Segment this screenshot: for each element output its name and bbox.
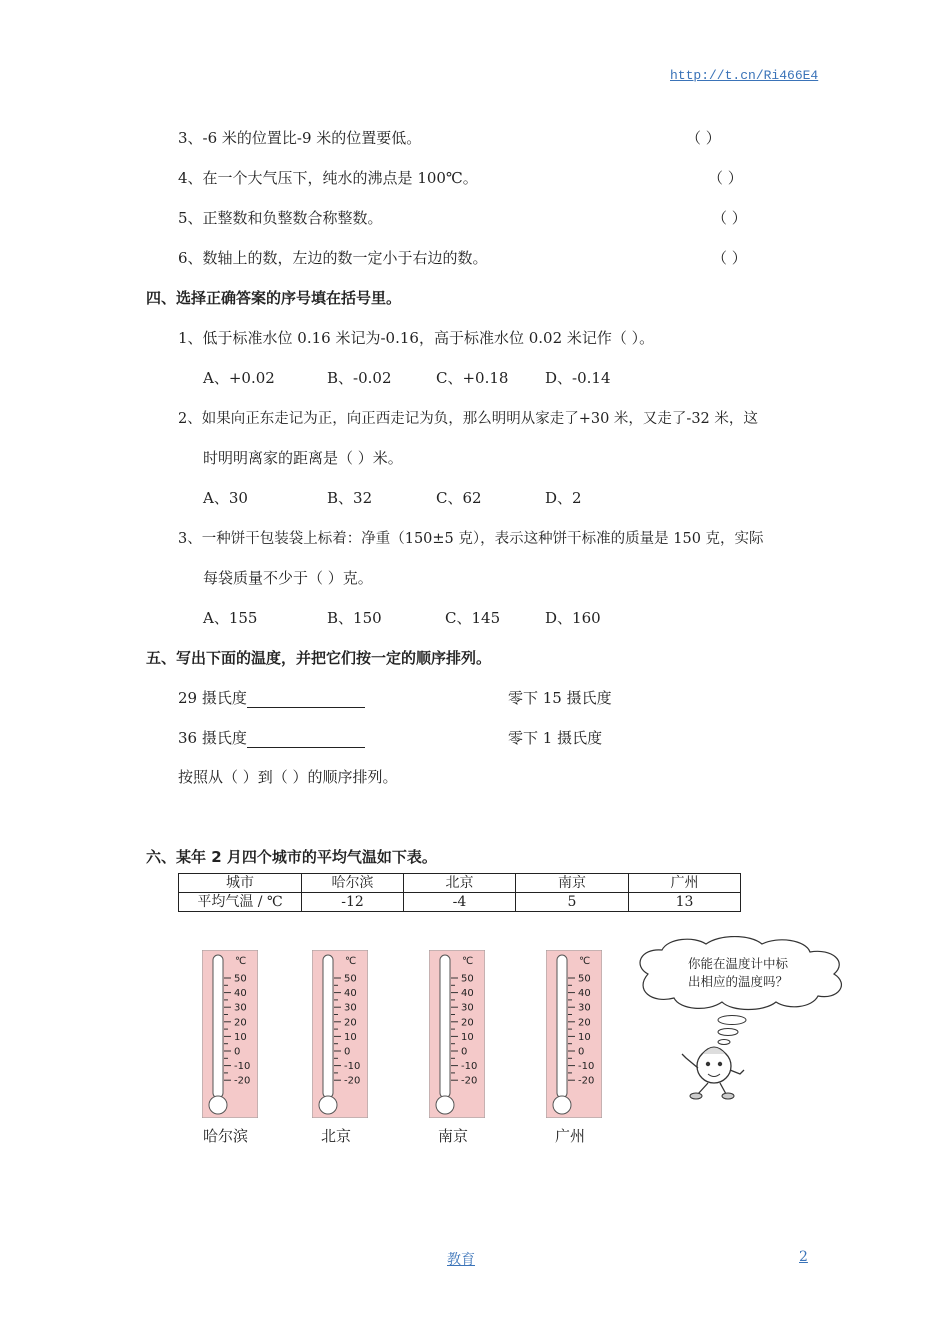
bubble-line1: 你能在温度计中标 <box>687 956 789 971</box>
temp-item-minus15: 零下 15 摄氏度 <box>508 689 612 707</box>
table-cell: -12 <box>302 893 404 912</box>
bubble-line2: 出相应的温度吗？ <box>687 974 789 989</box>
tick-label: -10 <box>461 1061 478 1073</box>
thermometer-background <box>312 950 368 1118</box>
thermometer-background <box>202 950 258 1118</box>
thermometer-unit: ℃ <box>579 956 591 967</box>
table-cell: 13 <box>629 893 741 912</box>
true-false-item-4: 4、在一个大气压下，纯水的沸点是 100℃。 <box>178 169 478 187</box>
temp-label: 29 摄氏度 <box>178 689 247 707</box>
temp-item-minus1: 零下 1 摄氏度 <box>508 729 603 747</box>
thermometer-tube <box>557 955 567 1098</box>
temperature-table <box>178 873 741 912</box>
true-false-item-5: 5、正整数和负整数合称整数。 <box>178 209 383 227</box>
city-label-nanjing: 南京 <box>438 1127 469 1145</box>
tick-label: 20 <box>578 1017 591 1029</box>
temp-item-29 <box>178 687 365 708</box>
tick-label: 30 <box>461 1002 474 1014</box>
tick-label: 10 <box>461 1031 474 1043</box>
q2-option-c: C、62 <box>436 489 482 507</box>
cartoon-kid-icon <box>682 1047 744 1099</box>
thermometer-unit: ℃ <box>235 956 247 967</box>
tick-label: 40 <box>234 988 247 1000</box>
tick-label: -20 <box>344 1075 361 1087</box>
table-cell: 北京 <box>404 874 516 893</box>
thermometer-bulb <box>319 1096 337 1114</box>
q1-option-c: C、+0.18 <box>436 369 509 387</box>
tick-label: 40 <box>461 988 474 1000</box>
section4-title: 四、选择正确答案的序号填在括号里。 <box>146 289 402 307</box>
tick-label: 40 <box>344 988 357 1000</box>
tick-label: 50 <box>344 973 357 985</box>
tick-label: -20 <box>578 1075 595 1087</box>
section6-title: 六、某年 2 月四个城市的平均气温如下表。 <box>146 848 437 866</box>
tick-label: 50 <box>461 973 474 985</box>
tick-label: 0 <box>344 1046 351 1058</box>
thermometer-bulb <box>553 1096 571 1114</box>
tick-label: 0 <box>234 1046 241 1058</box>
thermometer-北京[interactable] <box>312 950 368 1118</box>
tick-label: 0 <box>461 1046 468 1058</box>
table-cell: 城市 <box>179 874 302 893</box>
table-cell: 广州 <box>629 874 741 893</box>
thermometer-unit: ℃ <box>345 956 357 967</box>
q3-option-c: C、145 <box>445 609 501 627</box>
choice-q1: 1、低于标准水位 0.16 米记为-0.16，高于标准水位 0.02 米记作（ ）。 <box>178 329 655 347</box>
q1-option-b: B、-0.02 <box>327 369 392 387</box>
header-url-link[interactable]: http://t.cn/Ri466E4 <box>670 68 819 83</box>
bubble-dot <box>718 1016 746 1025</box>
order-sentence: 按照从（ ）到（ ）的顺序排列。 <box>178 768 398 786</box>
answer-blank[interactable] <box>247 691 365 708</box>
table-cell: 平均气温 / ℃ <box>179 893 302 912</box>
thermometer-background <box>546 950 602 1118</box>
q1-option-d: D、-0.14 <box>545 369 611 387</box>
section5-title: 五、写出下面的温度，并把它们按一定的顺序排列。 <box>146 649 492 667</box>
thermometer-bulb <box>209 1096 227 1114</box>
tick-label: 40 <box>578 988 591 1000</box>
true-false-item-6: 6、数轴上的数，左边的数一定小于右边的数。 <box>178 249 488 267</box>
thermometer-bulb <box>436 1096 454 1114</box>
q3-option-a: A、155 <box>203 609 258 627</box>
tick-label: 10 <box>578 1031 591 1043</box>
choice-q2-line2: 时明明离家的距离是（ ）米。 <box>203 449 403 467</box>
city-label-harbin: 哈尔滨 <box>203 1127 249 1145</box>
temp-label: 36 摄氏度 <box>178 729 247 747</box>
tick-label: -10 <box>234 1061 251 1073</box>
bubble-dot <box>718 1029 738 1036</box>
table-header-row <box>179 874 741 893</box>
answer-paren-6: （ ） <box>712 249 747 267</box>
choice-q2-line1: 2、如果向正东走记为正，向正西走记为负，那么明明从家走了+30 米，又走了-32 米，这 <box>178 411 758 427</box>
thermometer-哈尔滨[interactable] <box>202 950 258 1118</box>
city-label-guangzhou: 广州 <box>555 1127 586 1145</box>
answer-paren-4: （ ） <box>708 169 743 187</box>
tick-label: -20 <box>461 1075 478 1087</box>
q1-option-a: A、+0.02 <box>203 369 275 387</box>
answer-paren-3: （ ） <box>686 129 721 147</box>
tick-label: 10 <box>344 1031 357 1043</box>
tick-label: -10 <box>344 1061 361 1073</box>
answer-paren-5: （ ） <box>712 209 747 227</box>
q2-option-d: D、2 <box>545 489 582 507</box>
thermometer-广州[interactable] <box>546 950 602 1118</box>
tick-label: 30 <box>234 1002 247 1014</box>
bubble-dot <box>718 1040 730 1045</box>
temp-item-36 <box>178 727 365 748</box>
q2-option-b: B、32 <box>327 489 373 507</box>
table-cell: 哈尔滨 <box>302 874 404 893</box>
tick-label: 10 <box>234 1031 247 1043</box>
tick-label: -10 <box>578 1061 595 1073</box>
city-label-beijing: 北京 <box>321 1127 352 1145</box>
q3-option-b: B、150 <box>327 609 382 627</box>
thermometer-background <box>429 950 485 1118</box>
thermometer-tube <box>440 955 450 1098</box>
choice-q3-line1: 3、一种饼干包装袋上标着：净重（150±5 克），表示这种饼干标准的质量是 150 克，实际 <box>178 531 764 547</box>
tick-label: 30 <box>344 1002 357 1014</box>
thermometer-unit: ℃ <box>462 956 474 967</box>
table-cell: -4 <box>404 893 516 912</box>
tick-label: -20 <box>234 1075 251 1087</box>
tick-label: 50 <box>578 973 591 985</box>
table-cell: 5 <box>516 893 629 912</box>
tick-label: 20 <box>234 1017 247 1029</box>
choice-q3-line2: 每袋质量不少于（ ）克。 <box>203 569 373 587</box>
tick-label: 20 <box>461 1017 474 1029</box>
tick-label: 50 <box>234 973 247 985</box>
q2-option-a: A、30 <box>203 489 248 507</box>
table-cell: 南京 <box>516 874 629 893</box>
table-row <box>179 893 741 912</box>
thermometer-tube <box>213 955 223 1098</box>
q3-option-d: D、160 <box>545 609 601 627</box>
tick-label: 0 <box>578 1046 585 1058</box>
thermometer-南京[interactable] <box>429 950 485 1118</box>
footer-link[interactable]: 教育 <box>447 1252 475 1268</box>
page-number: 2 <box>799 1249 808 1265</box>
answer-blank[interactable] <box>247 731 365 748</box>
thermometer-tube <box>323 955 333 1098</box>
tick-label: 30 <box>578 1002 591 1014</box>
thought-bubble-illustration <box>628 936 850 1106</box>
bubble-cloud <box>640 937 841 1010</box>
tick-label: 20 <box>344 1017 357 1029</box>
true-false-item-3: 3、-6 米的位置比-9 米的位置要低。 <box>178 129 422 147</box>
